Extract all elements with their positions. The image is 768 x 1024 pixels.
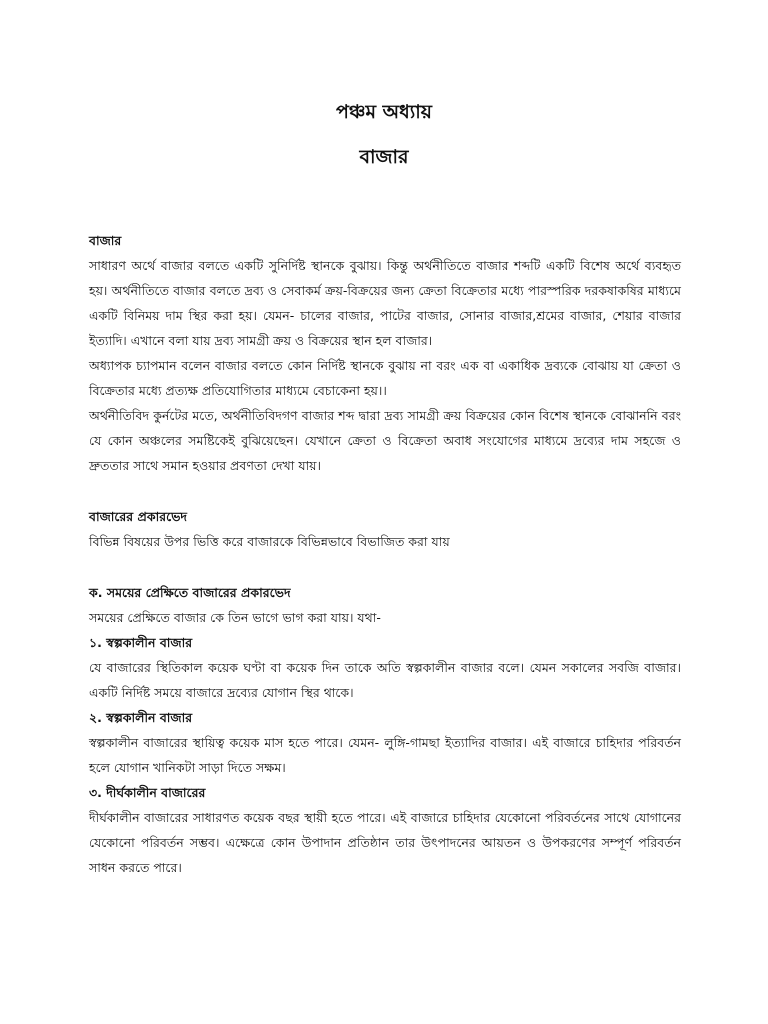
item-heading-long-term: ৩. দীর্ঘকালীন বাজারের	[89, 785, 206, 800]
chapter-title: পঞ্চম অধ্যায়	[336, 101, 432, 123]
section-heading-by-time: ক. সময়ের প্রেক্ষিতে বাজারের প্রকারভেদ	[89, 585, 291, 600]
paragraph-market-types: বিভিন্ন বিষয়ের উপর ভিত্তি করে বাজারকে বিভিন্নভাবে বিভাজিত করা যায়	[89, 534, 450, 549]
paragraph-short-term: স্বল্পকালীন বাজারের স্থায়িত্ব কয়েক মাস হতে পারে। যেমন- লুঙ্গি-গামছা ইত্যাদির বাজার। এই বাজারে চাহিদার পরিবর্তন হলে যোগান খানিকটা সাড়া দিতে সক্ষম।	[89, 735, 681, 775]
item-heading-very-short-term: ১. স্বল্পকালীন বাজার	[89, 635, 193, 650]
paragraph-market-definition: সাধারণ অর্থে বাজার বলতে একটি সুনির্দিষ্ট স্থানকে বুঝায়। কিন্তু অর্থনীতিতে বাজার শব্দটি একটি বিশেষ অর্থে ব্যবহৃত হয়। অর্থনীতিতে বাজার বলতে দ্রব্য ও সেবাকর্ম ক্রয়-বিক্রয়ের জন্য ক্রেতা বিক্রেতার মধ্যে পারস্পরিক দরকষাকষির মাধ্যমে একটি বিনিময় দাম স্থির করা হয়। যেমন- চালের বাজার, পাটের বাজার, সোনার বাজার,শ্রমের বাজার, শেয়ার বাজার ইত্যাদি। এখানে বলা যায় দ্রব্য সামগ্রী ক্রয় ও বিক্রয়ের স্থান হল বাজার।	[89, 258, 681, 348]
spacer	[89, 554, 681, 580]
paragraph-by-time: সময়ের প্রেক্ষিতে বাজার কে তিন ভাগে ভাগ করা যায়। যথা-	[89, 610, 381, 625]
paragraph-long-term: দীর্ঘকালীন বাজারের সাধারণত কয়েক বছর স্থায়ী হতে পারে। এই বাজারে চাহিদার যেকোনো পরিবর্তনের সাথে যোগানের যেকোনো পরিবর্তন সম্ভব। এক্ষেত্রে কোন উপাদান প্রতিষ্ঠান তার উৎপাদনের আয়তন ও উপকরণের সম্পূর্ণ পরিবর্তন সাধন করতে পারে।	[89, 810, 681, 875]
spacer	[89, 478, 681, 504]
item-heading-short-term: ২. স্বল্পকালীন বাজার	[89, 710, 193, 725]
paragraph-cournot-definition: অর্থনীতিবিদ কুর্নটের মতে, অর্থনীতিবিদগণ বাজার শব্দ দ্বারা দ্রব্য সামগ্রী ক্রয় বিক্রয়ের কোন বিশেষ স্থানকে বোঝাননি বরং যে কোন অঞ্চলের সমষ্টিকেই বুঝিয়েছেন। যেখানে ক্রেতা ও বিক্রেতা অবাধ সংযোগের মাধ্যমে দ্রব্যের দাম সহজে ও দ্রুততার সাথে সমান হওয়ার প্রবণতা দেখা যায়।	[89, 408, 681, 473]
section-heading-market-types: বাজারের প্রকারভেদ	[89, 509, 187, 524]
chapter-subtitle: বাজার	[359, 146, 409, 168]
document-body	[89, 228, 681, 880]
paragraph-very-short-term: যে বাজারের স্থিতিকাল কয়েক ঘণ্টা বা কয়েক দিন তাকে অতি স্বল্পকালীন বাজার বলে। যেমন সকালের সবজি বাজার। একটি নির্দিষ্ট সময়ে বাজারে দ্রব্যের যোগান স্থির থাকে।	[89, 660, 681, 700]
paragraph-chapman-definition: অধ্যাপক চ্যাপমান বলেন বাজার বলতে কোন নির্দিষ্ট স্থানকে বুঝায় না বরং এক বা একাধিক দ্রব্যকে বোঝায় যা ক্রেতা ও বিক্রেতার মধ্যে প্রত্যক্ষ প্রতিযোগিতার মাধ্যমে বেচাকেনা হয়।।	[89, 358, 681, 398]
section-heading-market: বাজার	[89, 233, 122, 248]
